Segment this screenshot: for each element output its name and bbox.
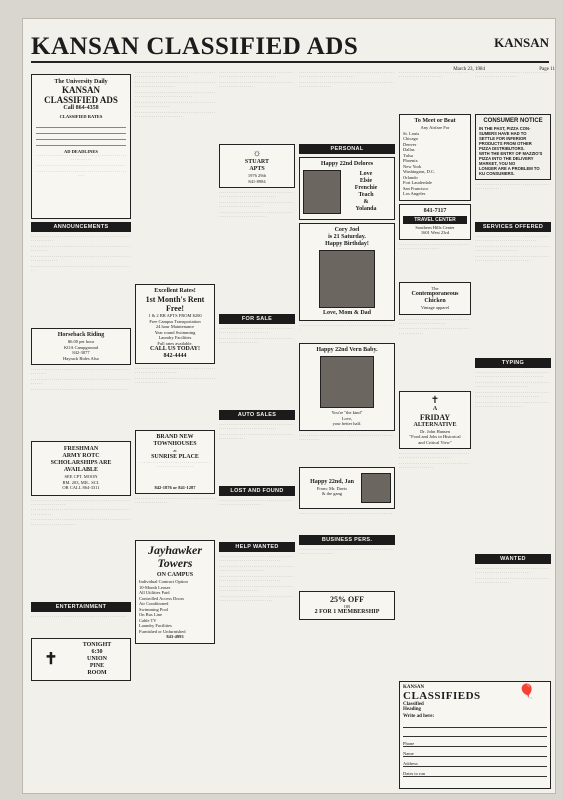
announcements-text: · · · · · · · · · · · · · · · · · · · · · · · · · · · · · · · · · · · · · · · · · · · · · · · · · · · · · · · · · · · · · · · · · · · · · · · · · · · · · · · · · · · · · · · · · · · · · · · · · · · · · · · · · · · · · · · · · · · · · · · · · · · · · · · · · · · · · · · · · · · · · · · · · · · · · · · · · · · · · · · · · · · · · · · · · · · · · · · · · · · · · · · · · · · · · · · · · · · · · · · · · · · · · · · · · · · · · · · · · · · · · · · · · · · · · · · · · · · · · · · · · · · · · (31, 235, 131, 273)
column-1 (31, 71, 131, 789)
udaily-top: The University Daily (54, 79, 108, 85)
jayhawker-feature-6: Swimming Pool (139, 606, 169, 612)
friday-cross-icon: ✝ (430, 394, 440, 406)
udaily-phone: Call 864-4358 (63, 105, 99, 111)
airfare-city-7: New York (403, 163, 422, 169)
ad-airfare (399, 114, 471, 201)
consumer-title: CONSUMER NOTICE (483, 118, 543, 124)
column-3 (219, 71, 295, 789)
section-wanted: WANTED (475, 554, 551, 564)
happy22-line-4: Frenchie (354, 185, 378, 191)
masthead-page: Page 11 (539, 67, 555, 72)
brandnew-phone: 842-1876 or 841-1287 (154, 484, 196, 490)
consumer-line-2: SUMERS HAVE HAD TO (479, 131, 527, 136)
horseback-place: KOA Campground (63, 344, 99, 350)
rates-title: CLASSIFIED RATES (59, 114, 103, 119)
airfare-city-2: Chicago (403, 136, 418, 141)
ad-friday-alternative (399, 391, 471, 450)
section-auto-sales: AUTO SALES (219, 410, 295, 420)
airfare-city-10: Fort Lauderdale (403, 180, 432, 185)
stuart-apts: APTS (249, 166, 265, 172)
happy22nd2-line-2: From: Mr. Davis (316, 485, 348, 491)
form-address[interactable]: Address (403, 761, 547, 767)
consumer-line-3: SETTLE FOR INFERIOR (479, 136, 527, 141)
airfare-subtitle: Any Airfare For (420, 125, 450, 130)
jayhawker-feature-1: Individual Contract Option (139, 579, 188, 584)
fitness-line-3: 2 FOR 1 MEMBERSHIP (314, 609, 380, 615)
section-lost-found: LOST AND FOUND (219, 486, 295, 496)
westwood-line-4: Free Campus Transportation (149, 318, 201, 324)
happy22nd2-line-3: & the gang (322, 491, 342, 496)
jayhawker-title: Jayhawker (148, 543, 202, 557)
contemporaneous-line-2: Contemporaneous Chicken (411, 291, 459, 304)
consumer-line-5: PIZZA DISTRIBUTORS. (479, 146, 525, 151)
personal-text-7: · · · · · · · · · · · · · · · · · · · · · · · · · · · · · · · · · · · · · · · · · · · · · · · · · · · · · (475, 183, 550, 192)
column-2 (135, 71, 215, 789)
friday-line-6: and Critical View" (418, 439, 452, 445)
rotc-line-4: AVAILABLE (63, 467, 99, 473)
westwood-line-9: CALL US TODAY! (150, 346, 200, 352)
form-sub-1: Classified (403, 702, 424, 707)
form-line-2[interactable] (403, 730, 547, 737)
form-title: CLASSIFIEDS (403, 690, 481, 702)
tonight-time: 6:30 (91, 648, 103, 655)
westwood-line-3: 1 & 2 BR APTS FROM $200 (148, 313, 202, 318)
tonight-place-1: UNION (86, 655, 107, 662)
masthead-brand: KANSAN (494, 35, 549, 50)
westwood-phone: 842-4444 (163, 353, 187, 359)
horseback-price: $6.00 per hour (67, 339, 95, 344)
form-write: Write ad here: (403, 714, 435, 719)
jayhawker-feature-2: 10-Month Leases (139, 584, 171, 590)
announcements-text-3: · · · · · · · · · · · · · · · · · · · · · · · · · · · · · · · · · · · · · · · · · · · · · · · · · · · · · · · · · · · · · · · · · · · · · · · · · · · · · · · · · · · · · · · · · · · · · · · · · · · · · · · · · · · · · · · · · · · · · · · · · · · · · · · · · · · · · · · · · · · · · · · · · · · · · · · · · · · · · · · · · · · · · · · · · · · · · · · · · · · · · · · · · · · · · · · · · · · · · · · · · · · · · · · · · (31, 498, 131, 527)
masthead-date: March 23, 1984 (453, 67, 485, 72)
happy22-line-7: Yolanda (355, 206, 377, 212)
friday-line-1: A (432, 405, 438, 412)
for-sale-text: · · · · · · · · · · · · · · · · · · · · · · · · · · · · · · · · · · · · · · · · · · · · · · · · · · · · · · · · · · · · · · · · · · · · · · · · · · · · · · · · · · · · · · · · · · · · · · · · · · · · · · · · · · · · · · · · · · · · · · · · · · · · (219, 327, 294, 346)
rotc-line-7: OR CALL 864-3311 (62, 485, 100, 490)
westwood-line-2: 1st Month's Rent Free! (145, 295, 205, 313)
contemporaneous-line-1: The (431, 285, 439, 291)
ad-consumer-notice (475, 114, 551, 180)
wanted-text: · · · · · · · · · · · · · · · · · · · · · · · · · · · · · · · · · · · · · · · · · · · · · · · · · · · · · · · · · · · · · · · · · · · · · · · · · · · · · · · · · · · · · · · · · · · · · · · · · · · · · · · · · · · · · · · · · · · · · · · · · · · · · (475, 567, 550, 586)
ad-fitness (299, 591, 395, 621)
consumer-line-8: MARKET, YOU NO (479, 161, 516, 166)
for-rent-text: · · · · · · · · · · · · · · · · · · · · · · · · · · · · · · · · · · · · · · · · · · · · · · · · · · · · · · · · · · · · · · · · · · · · · · · · · · · · · · · · · · · · · · · · · · · · · · · · · · · · · · · · · · · · · · · · · · · · · · · · · · · · · · · · · · · · · · · · · · · · · · · · · · · · · · · · · · · · · · · · · · · · · · · · · · · · · · · · · · · · · · · · · · · · · · · · · · · · · · · · · · · · · · · · · · · · · · · · · · · · · · · · · · · · · · · · · · · · · · · · · · · · · · · · · · · · · · · · · · · · · · · · · · · · · · · · · · · · · · · · · · · · · · · · · · · · · · · · · · · · · · · · · · · · · · · · · · · · · · · · · · · · · · · · · · · · (135, 71, 215, 119)
personal-text-3: · · · · · · · · · · · · · · · · · · · · · · · · · · · · · · · · · · · · · · · · · · · · · · · · · (299, 511, 393, 516)
rotc-line-3: SCHOLARSHIPS ARE (50, 460, 112, 466)
coryjoel-line-1: Cory Joel (334, 227, 360, 233)
form-sub-2: Heading (403, 707, 422, 712)
airfare-title: To Meet or Beat (414, 118, 456, 124)
for-rent-text-2: · · · · · · · · · · · · · · · · · · · · · · · · · · · · · · · · · · · · · · · · · · · · · · · · · · · · · · · · · · · · · · · · · · · · · · · · · · · · · · · · · · · · · · · · · · · · · · · · · · · · · · · · · · · · · · · · · · · · · · · · · · · (135, 367, 215, 386)
business-pers-text-2: · · · · · · · · · · · · · · · · · · · · · · · · · · · · · · · · · · · · · · · · · · · · · · · · · · · · · · · · · · · · · · · · · · · · · · · · · · · · · · · · · · · · · · · · · · · · · · · · · · · · · · · · · · · · · · · · · · · · · · · (399, 452, 470, 471)
airfare-city-1: St. Louis (403, 130, 420, 136)
consumer-line-4: PRODUCTS FROM OTHER (479, 141, 532, 146)
lost-found-text: · · · · · · · · · · · · · · · · · · · · · · · · · · · · · · · · · · · · · · · · · · · · · · · · · · · · · · · · · · · · · (219, 499, 294, 508)
stuart-title: STUART (244, 159, 270, 165)
jayhawker-title-2: Towers (157, 556, 193, 570)
rotc-line-6: RM. 203, MIL. SCI. (62, 479, 100, 485)
section-entertainment: ENTERTAINMENT (31, 602, 131, 612)
section-for-sale: FOR SALE (219, 314, 295, 324)
personal-text-2: · · · · · · · · · · · · · · · · · · · · · · · · · · · · · · · · · · · · · · · · · · · · · · · · · · · · · · · · · · · · · (299, 433, 395, 442)
jayhawker-feature-3: All Utilities Paid (139, 590, 170, 595)
happy22-photo (303, 170, 341, 214)
balloon-icon: 🎈 (518, 685, 536, 700)
brandnew-text: · · · · · · · · · · · · · · · · · · · · · · · · · · · · · · · · · · · · · · · · · · · · · · · · · · · · · · · · (139, 460, 211, 469)
westwood-line-8: Full rates available. (157, 340, 193, 346)
happy22-line-6: & (363, 199, 369, 205)
coryjoel-line-4: Love, Mom & Dad (323, 310, 371, 316)
coryjoel-photo (319, 250, 375, 308)
stuart-sun-icon: ☼ (252, 148, 262, 159)
rotc-line-5: SEE CPT. MOON (64, 474, 98, 479)
consumer-line-6: WITH THE ENTRY OF MAZZIO'S (479, 151, 543, 156)
happy22vern-line-1: Happy 22nd Vern Baby. (316, 347, 378, 353)
masthead-title: KANSAN CLASSIFIED ADS (31, 33, 359, 60)
happy22vern-photo (320, 356, 374, 408)
personal-text-4: · · · · · · · · · · · · · · · · · · · · · · · · · · · · · · · · · · · · · · · · · · · · · · · · · · · · · · · · · · (399, 242, 470, 251)
southern-hills-phone: 841-7117 (423, 207, 447, 214)
friday-line-5: "Food and Jobs in Historical (409, 434, 461, 439)
form-dates[interactable]: Dates to run (403, 771, 547, 777)
rotc-line-2: ARMY ROTC (62, 453, 100, 459)
tonight-place-3: ROOM (87, 669, 107, 676)
classified-order-form (399, 681, 551, 789)
typing-text: · · · · · · · · · · · · · · · · · · · · · · · · · · · · · · · · · · · · · · · · · · · · · · · · · · · · · · · · · · · · · · · · · · · · · · · · · · · · · · · · · · · · · · · · · · · · · · · · · · · · · · · · · · · · · · · · · · · · · · · · · · · · · · · · · · · · · · · · · · · · · · · · · · · · · · · · · · · · · · · · · · · · · · · · · · · · · · · · · · · · · · · · · · · · · · · · · · · · · · · · · · · · · · · · · · · · · · · · · · · · · · · · · · · · · · · · · · · · · · · · · · · · · · · · · · · · · · · · · · · · · · · · · · · · · · · · · · · · · · · (475, 371, 550, 409)
form-line-1[interactable] (403, 721, 547, 728)
ad-cory-joel (299, 223, 395, 321)
column-5 (399, 71, 471, 677)
airfare-city-4: Dallas (403, 147, 415, 152)
jayhawker-feature-8: Cable TV (139, 617, 157, 623)
happy22vern-line-3: Love, (341, 415, 353, 421)
section-announcements: ANNOUNCEMENTS (31, 222, 131, 232)
announcements-text-2: · · · · · · · · · · · · · · · · · · · · · · · · · · · · · · · · · · · · · · · · · · · · · · · · · · · · · · · · · · · · · · · · · · · · · · · · · · · · · · · · · · · · · · · · · · · · · · · · · · · · · · · · · · · · · · · · · · · · · · · · · · · · · · · · · · · · · · · · · · · · · · · · · · · · · · · · · · · · · · · · · · · · · · · · · (31, 368, 131, 392)
ad-brandnew (135, 430, 215, 494)
horseback-title: Horseback Riding (57, 332, 105, 338)
happy22nd2-photo (361, 473, 391, 503)
udaily-rates-box (31, 74, 131, 219)
help-wanted-text-2: · · · · · · · · · · · · · · · · · · · · · · · · · · · · · · · · · · · · · · · · · · · · · · · · · · · · · · · · · · · · · · · · · · · · · · · · · · · · · · · · · · · · · · · · · · · · · · · · · · · · · · · · · · · · · · · · · · · · · · · · · · · · · · · · · · · · · · · · · · · · · · · · · · (299, 71, 395, 90)
consumer-line-7: PIZZA INTO THE DELIVERY (479, 156, 534, 161)
personal-text-5: · · · · · · · · · · · · · · · · · · · · · · · · · · · · · · · · · · · · · · · · · · · · · · · · · · · · · · · · · · · · · · · · · · · · · · · · · · · · · · · · · · · · · · · · · · · · · · · · · · · · · · · · · · · · · · · · (399, 317, 470, 336)
ad-southern-hills (399, 204, 471, 240)
column-6 (475, 71, 551, 677)
consumer-line-9: LONGER ARE A PROBLEM TO (479, 166, 540, 171)
ad-stuart (219, 144, 295, 188)
section-typing: TYPING (475, 358, 551, 368)
ad-happy22-delores (299, 157, 395, 220)
airfare-city-6: Phoenix (403, 158, 418, 163)
jayhawker-feature-9: Laundry Facilities (139, 623, 172, 628)
services-offered-text: · · · · · · · · · · · · · · · · · · · · · · · · · · · · · · · · · · · · · · · · · · · · · · · · · · · · · · · · · · · · · · · · · · · · · · · · · · · · · · · · · · · · · · · · · · · · · · · · · · · · · · · · · · · · · · · · · · · · · · · · · · · · · · · · · · · · · · · · · · · · · · · · · · · · · · · · · · · · · · · · · · · · · · · · · · · · · · · · · · · · · · · · · · · · · · · · · · · · · · · · · (475, 235, 550, 264)
southern-hills-address: 1601 West 23rd (420, 230, 450, 235)
auto-sales-text: · · · · · · · · · · · · · · · · · · · · · · · · · · · · · · · · · · · · · · · · · · · · · · · · · · · · · · · · · · · · · · · · · · · · · · · · · · · · · · · · · · · · · · · · · · · · · · · · · · · · · · · · · · · · · · · · · · · · · · · · · · (219, 423, 294, 442)
friday-line-3: ALTERNATIVE (413, 421, 457, 428)
brandnew-line-2: TOWNHOUSES (153, 441, 197, 447)
coryjoel-line-3: Happy Birthday! (325, 241, 369, 247)
tonight-place-2: PINE (89, 662, 105, 669)
ad-westwood (135, 284, 215, 364)
brandnew-line-4: SUNRISE PLACE (151, 453, 199, 460)
happy22vern-line-2: You're "the kind" (331, 410, 363, 415)
southern-hills-travel: TRAVEL CENTER (414, 216, 456, 223)
friday-line-4: Dr. John Hansen (420, 428, 450, 434)
airfare-city-11: San Francisco (403, 185, 429, 191)
fitness-line-2: OR (343, 603, 351, 609)
happy22vern-line-4: your better half. (332, 421, 362, 426)
business-pers-text: · · · · · · · · · · · · · · · · · · · · · · · · · · · · · · · · · · · · · · · · · · · · · · · · · · · · · · · · · · · · · · · · · · · · (299, 547, 395, 556)
westwood-line-7: Laundry Facilities (158, 335, 192, 340)
horseback-extra: Hayrack Rides Also (63, 355, 99, 361)
tonight-logo-icon: ✝ (44, 651, 58, 668)
horseback-phone: 842-3877 (72, 350, 90, 355)
section-help-wanted: HELP WANTED (219, 542, 295, 552)
help-wanted-text: · · · · · · · · · · · · · · · · · · · · · · · · · · · · · · · · · · · · · · · · · · · · · · · · · · · · · · · · · · · · · · · · · · · · · · · · · · · · · · · · · · · · · · · · · · · · · · · · · · · · · · · · · · · · · · · · · · · · · · · · · · · · · · · · · · · · · · · · · · · · · · · · · · · · · · · · · · · · · · · · · · · · · · · · · · · · · · · · · · · · · · · · · · · · · · · · · · · · · · · · · · · · · · · · · · · · · · · · · · · · · · · · · · · · · · · · · · · · · · · · · · · · · · · · · · · · · · · · · · · · · · · · · · · · · · · · · · · · · · · · · · · · · · · · · · · · · · · · · · · · · · · · · · · · · · · · · · · · · · · · · · · · · · · · · · · (219, 555, 294, 603)
ad-tonight (31, 638, 131, 681)
happy22-line-2: Love (359, 171, 373, 177)
section-personal: PERSONAL (299, 144, 395, 154)
ad-horseback (31, 328, 131, 365)
happy22-line-1: Happy 22nd Delores (320, 161, 374, 167)
happy22-line-3: Elsie (359, 178, 373, 184)
consumer-line-10: KU CONSUMERS. (479, 171, 515, 176)
jayhawker-feature-7: On Bus Line (139, 612, 162, 617)
ad-jayhawker (135, 540, 215, 644)
airfare-city-12: Los Angeles (403, 191, 426, 196)
stuart-address: 1976 29th (247, 173, 267, 178)
for-rent-text-5: · · · · · · · · · · · · · · · · · · · · · · · · · · · · · · · · · · · · · · · · · · · · · · · · · · · · · · · · · · · · · · · · · · · · · · · · · · · · · · · · · · · · · · · · · · · · · · · · · · · · · · · · · · · · · · · · · · · · · · · · · · · · · · · · · · · · · · · · · · · · · · · · · · · · · · · · · · · · · · · · · · · · · · · · · · · · · · · · · · · · · · · · · · · · · · · · · · (219, 191, 294, 220)
happy22nd2-line-1: Happy 22nd, Jan (310, 478, 354, 485)
jayhawker-feature-5: Air Conditioned (139, 601, 169, 606)
jayhawker-on-campus: ON CAMPUS (156, 572, 194, 578)
rates-table (36, 122, 126, 146)
jayhawker-feature-4: Controlled Access Doors (139, 595, 184, 601)
rotc-line-1: FRESHMAN (63, 446, 99, 452)
airfare-city-5: Tulsa (403, 152, 413, 158)
form-kansan: KANSAN (403, 685, 425, 690)
personal-text: · · · · · · · · · · · · · · · · · · · · · · · · · · · · · · · · · · · · · · · · · · · · · · · · · · · (299, 324, 395, 333)
airfare-city-8: Washington, D.C. (403, 169, 436, 174)
deadlines-text: · · · · · · · · · · · · · · · · · · · · · · · · · · · · · · · · · · · · · · · · · · · · · · · · · · · · · · · · · · · · · · · · · · · · · · · · · · · · · · · · · · · · · · · · · · · · · · · · · · · · · · · · · · · · · · · · · · · · · · · · · · · · · · · · · · · · · · · · · · · · · · · · · · · · · · · · · · · (36, 154, 126, 178)
happy22-line-5: Teach (358, 192, 374, 198)
newspaper-page (22, 18, 556, 794)
entertainment-text: · · · · · · · · · · · · · · · · · · · · · · · · · · · · · · · · · · · · · · · · · · · · · · · · · · (31, 614, 127, 619)
stuart-phone: 841-8984 (248, 178, 266, 184)
jayhawker-phone: 843-4993 (166, 634, 184, 639)
friday-line-2: FRIDAY (419, 412, 451, 422)
airfare-city-3: Denver (403, 141, 417, 147)
brandnew-line-3: at (173, 448, 177, 453)
masthead (31, 33, 549, 63)
for-rent-text-3: · · · · · · · · · · · · · · · · · · · · · · · · · · · · · · · · · · · · · · · · · · · · · · · · · · · · · · · · · · · (135, 497, 215, 506)
ad-happy22-vern (299, 343, 395, 431)
consumer-line-1: IN THE PAST, PIZZA CON- (479, 126, 531, 131)
help-wanted-text-3: · · · · · · · · · · · · · · · · · · · · · · · · · · · · · · · · · · · · · · · · · · · · · · · · · · · · · · · · · · · · (399, 71, 470, 80)
deadlines-title: AD DEADLINES (64, 148, 98, 154)
ad-contemporaneous (399, 282, 471, 315)
brandnew-line-1: BRAND NEW (156, 434, 194, 440)
jayhawker-feature-10: Furnished or Unfurnished (139, 628, 186, 634)
ad-rotc (31, 441, 131, 496)
tonight-title: TONIGHT (82, 641, 112, 648)
contemporaneous-line-3: Vintage apparel (420, 305, 450, 310)
personal-text-6: · · · · · · · · · · · · · · · · · · · · · · · · · · · · · · · · · · · · · · · · · · · · · · · · · · · · · · · · · · · · · (475, 71, 550, 80)
ad-happy22nd-jan (299, 467, 395, 509)
form-name[interactable]: Name (403, 751, 547, 757)
column-4 (299, 71, 395, 789)
udaily-name: KANSAN CLASSIFIED ADS (44, 85, 118, 105)
westwood-line-1: Excellent Rates! (154, 288, 196, 294)
southern-hills-center: Southern Hills Center (415, 224, 455, 230)
westwood-line-6: Year round Swimming (154, 329, 196, 335)
section-services-offered: SERVICES OFFERED (475, 222, 551, 232)
form-phone[interactable]: Phone (403, 741, 547, 747)
coryjoel-line-2: is 21 Saturday. (328, 234, 366, 240)
airfare-city-9: Orlando (403, 174, 418, 180)
for-rent-text-4: · · · · · · · · · · · · · · · · · · · · · · · · · · · · · · · · · · · · · · · · · · · · · · · · · · · · · · · · · · · · · · · · · · · · · · · · · · · · · · · · · · · · · · · · · · · · · · · · · · · · · · · · · · · · · · · · · · · · · · · · · · · · · · (219, 71, 294, 90)
fitness-line-1: 25% OFF (330, 594, 364, 604)
westwood-line-5: 24 hour Maintenance (155, 324, 195, 329)
section-business-pers: BUSINESS PERS. (299, 535, 395, 545)
